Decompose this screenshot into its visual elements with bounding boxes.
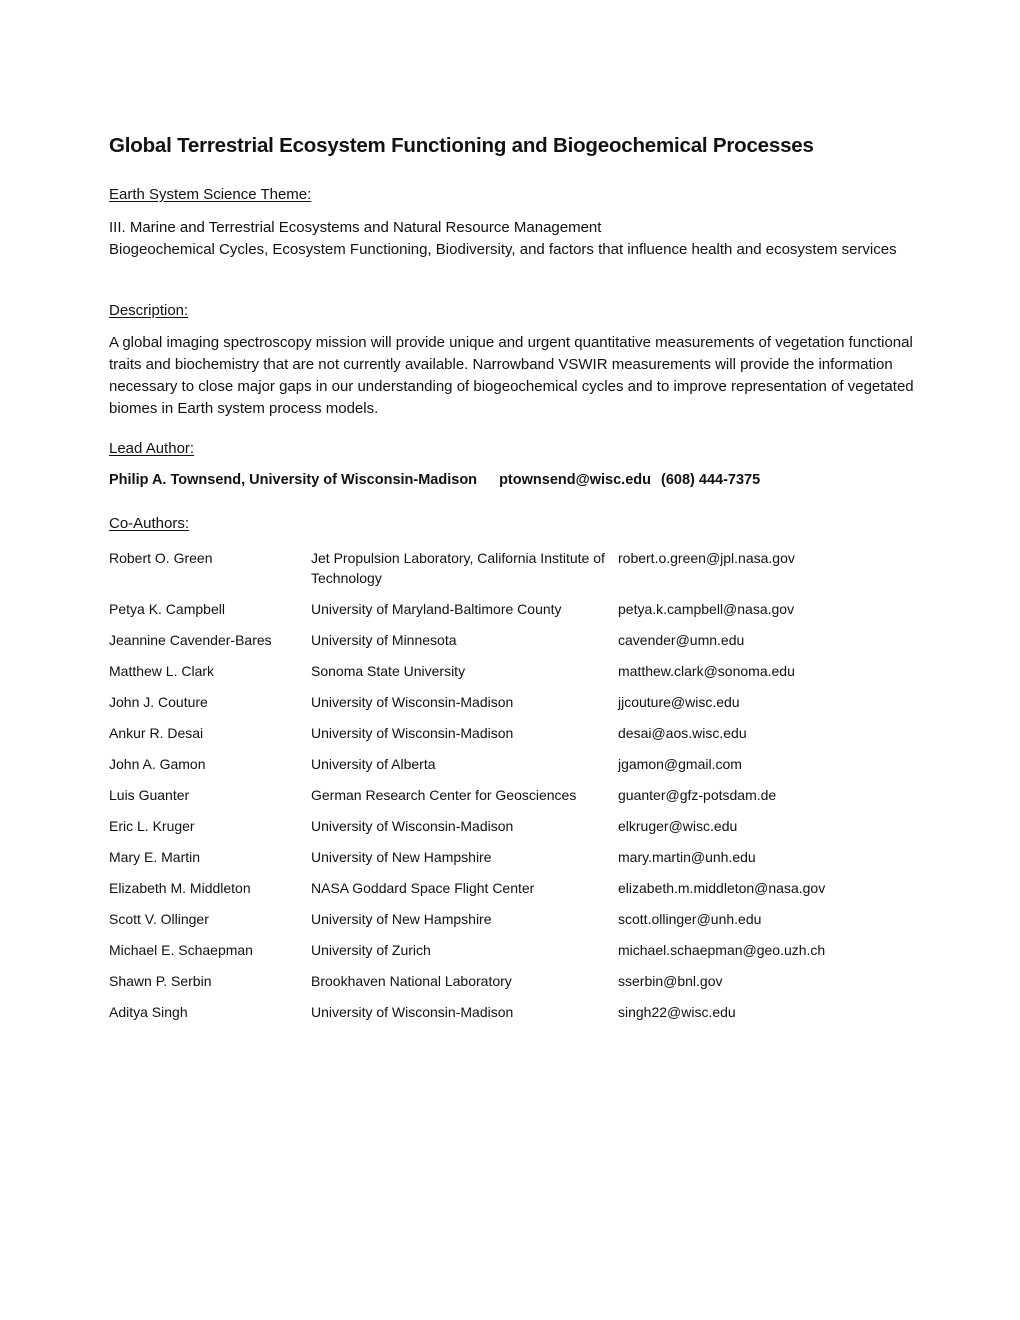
coauthor-row	[109, 940, 929, 960]
lead-author	[109, 472, 760, 488]
coauthor-email: cavender@umn.edu	[618, 632, 745, 648]
coauthor-row	[109, 630, 929, 650]
coauthor-table	[109, 548, 929, 1033]
coauthor-email: singh22@wisc.edu	[618, 1004, 736, 1020]
lead-author-label: Lead Author:	[109, 440, 195, 457]
coauthor-row	[109, 909, 929, 929]
lead-author-email: ptownsend@wisc.edu	[499, 472, 651, 488]
theme-line-1: III. Marine and Terrestrial Ecosystems and Natural Resource Management	[109, 219, 602, 236]
coauthor-row	[109, 847, 929, 867]
coauthor-row	[109, 548, 929, 588]
coauthor-row	[109, 661, 929, 681]
coauthor-name: Shawn P. Serbin	[109, 973, 212, 989]
coauthor-name: Jeannine Cavender-Bares	[109, 632, 272, 648]
coauthor-name: Matthew L. Clark	[109, 663, 215, 679]
coauthor-affiliation: University of Zurich	[311, 942, 431, 958]
coauthor-email: scott.ollinger@unh.edu	[618, 911, 762, 927]
coauthor-affiliation: University of Wisconsin-Madison	[311, 694, 514, 710]
coauthor-row	[109, 816, 929, 836]
coauthor-email: matthew.clark@sonoma.edu	[618, 663, 795, 679]
coauthor-name: Michael E. Schaepman	[109, 942, 253, 958]
coauthor-name: Ankur R. Desai	[109, 725, 204, 741]
coauthor-affiliation: University of Wisconsin-Madison	[311, 725, 514, 741]
coauthor-row	[109, 971, 929, 991]
coauthor-affiliation: University of New Hampshire	[311, 911, 492, 927]
coauthor-affiliation: University of Alberta	[311, 756, 436, 772]
theme-line-2: Biogeochemical Cycles, Ecosystem Functioning, Biodiversity, and factors that influence health and ecosystem services	[109, 241, 897, 258]
coauthors-label: Co-Authors:	[109, 515, 190, 532]
coauthor-name: John J. Couture	[109, 694, 208, 710]
coauthor-row	[109, 878, 929, 898]
coauthor-affiliation: Sonoma State University	[311, 663, 466, 679]
coauthor-email: elizabeth.m.middleton@nasa.gov	[618, 880, 826, 896]
coauthor-affiliation: University of Wisconsin-Madison	[311, 818, 514, 834]
coauthor-email: desai@aos.wisc.edu	[618, 725, 747, 741]
coauthor-name: Elizabeth M. Middleton	[109, 880, 251, 896]
coauthor-affiliation: University of Minnesota	[311, 632, 457, 648]
coauthor-name: Scott V. Ollinger	[109, 911, 209, 927]
coauthor-email: guanter@gfz-potsdam.de	[618, 787, 777, 803]
lead-author-phone: (608) 444-7375	[661, 472, 761, 488]
lead-author-name: Philip A. Townsend, University of Wisconsin-Madison	[109, 472, 478, 488]
coauthor-email: sserbin@bnl.gov	[618, 973, 723, 989]
coauthor-affiliation: German Research Center for Geosciences	[311, 787, 577, 803]
coauthor-email: petya.k.campbell@nasa.gov	[618, 601, 795, 617]
coauthor-name: Luis Guanter	[109, 787, 190, 803]
coauthor-name: Robert O. Green	[109, 550, 213, 566]
description-text: A global imaging spectroscopy mission will provide unique and urgent quantitative measurements of vegetation functional traits and biochemistry that are not currently available. Narrowband VSWIR measurements will provide the information necessary to close major gaps in our understanding of biogeochemical cycles and to improve representation of vegetated biomes in Earth system process models.	[109, 334, 914, 417]
coauthor-name: Petya K. Campbell	[109, 601, 225, 617]
coauthor-affiliation: Jet Propulsion Laboratory, California Institute of Technology	[311, 550, 605, 586]
coauthor-email: robert.o.green@jpl.nasa.gov	[618, 550, 795, 566]
coauthor-row	[109, 785, 929, 805]
theme-label: Earth System Science Theme:	[109, 186, 312, 203]
coauthor-row	[109, 692, 929, 712]
coauthor-email: jjcouture@wisc.edu	[618, 694, 740, 710]
coauthor-row	[109, 599, 929, 619]
coauthor-email: michael.schaepman@geo.uzh.ch	[618, 942, 826, 958]
coauthor-affiliation: University of Maryland-Baltimore County	[311, 601, 562, 617]
coauthor-email: jgamon@gmail.com	[618, 756, 742, 772]
coauthor-row	[109, 754, 929, 774]
coauthor-row	[109, 1002, 929, 1022]
coauthor-name: Aditya Singh	[109, 1004, 188, 1020]
description-label: Description:	[109, 302, 189, 319]
coauthor-name: Mary E. Martin	[109, 849, 201, 865]
coauthor-row	[109, 723, 929, 743]
coauthor-email: mary.martin@unh.edu	[618, 849, 756, 865]
coauthor-affiliation: Brookhaven National Laboratory	[311, 973, 512, 989]
coauthor-affiliation: University of Wisconsin-Madison	[311, 1004, 514, 1020]
coauthor-email: elkruger@wisc.edu	[618, 818, 738, 834]
coauthor-name: Eric L. Kruger	[109, 818, 195, 834]
coauthor-affiliation: University of New Hampshire	[311, 849, 492, 865]
page-title: Global Terrestrial Ecosystem Functioning and Biogeochemical Processes	[109, 134, 814, 157]
coauthor-name: John A. Gamon	[109, 756, 206, 772]
coauthor-affiliation: NASA Goddard Space Flight Center	[311, 880, 535, 896]
